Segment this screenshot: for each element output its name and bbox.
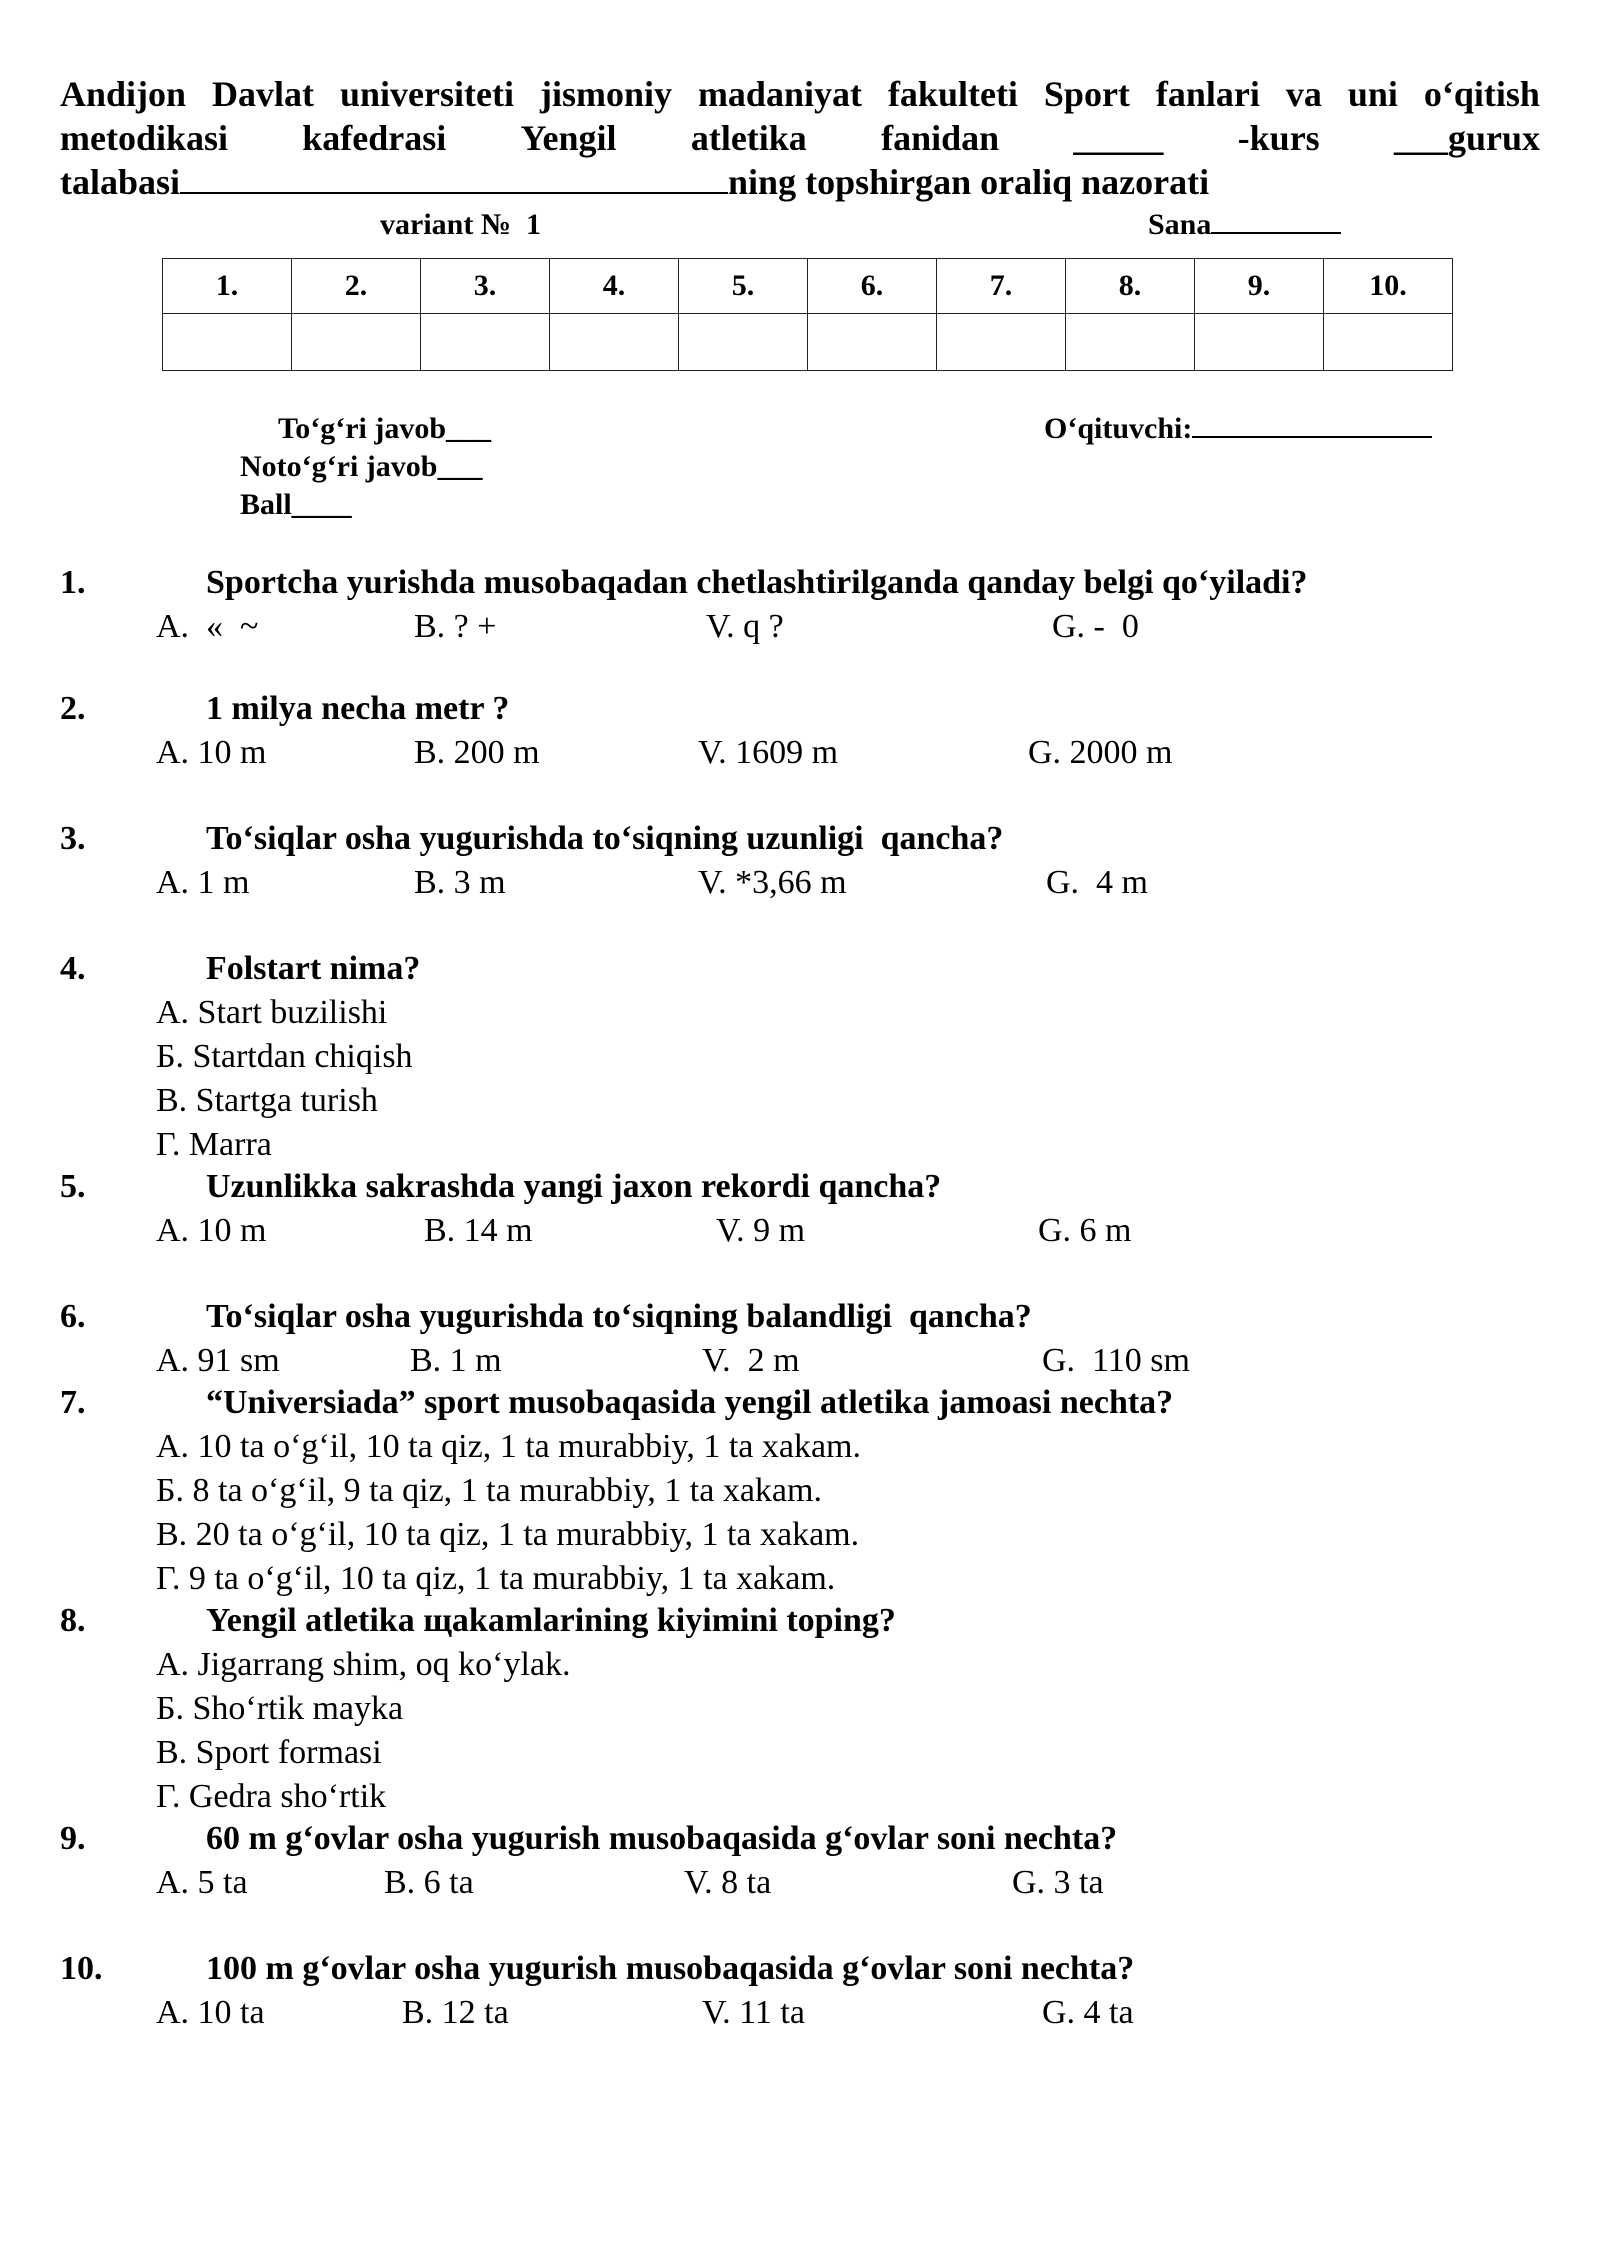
teacher-label: O‘qituvchi:: [1044, 412, 1193, 445]
header-word: o‘qitish: [1423, 74, 1540, 114]
answer-option[interactable]: A. 10 m: [156, 734, 267, 771]
answer-option[interactable]: B. ? +: [414, 608, 497, 645]
answer-option[interactable]: B. 3 m: [414, 864, 506, 901]
header-word: uni: [1347, 74, 1398, 114]
question-text: Sportcha yurishda musobaqadan chetlashtirilganda qanday belgi qo‘yiladi?: [206, 564, 1308, 601]
answer-option[interactable]: V. 1609 m: [698, 734, 839, 771]
answer-header-cell: 5.: [679, 259, 808, 314]
question-text: Uzunlikka sakrashda yangi jaxon rekordi qancha?: [206, 1168, 942, 1205]
answer-option[interactable]: B. 6 ta: [384, 1864, 474, 1901]
answer-cell[interactable]: [1195, 314, 1324, 371]
answer-option[interactable]: B. 20 ta o‘g‘il, 10 ta qiz, 1 ta murabbiy, 1 ta xakam.: [156, 1516, 860, 1553]
incorrect-answers-field: Noto‘g‘ri javob___: [240, 450, 483, 483]
header-line-2: [60, 116, 1540, 160]
header-word: Yengil: [520, 118, 617, 158]
date-field: [1148, 208, 1341, 242]
answer-option[interactable]: G. 2000 m: [1028, 734, 1173, 771]
question-number: 4.: [60, 950, 86, 987]
answer-option[interactable]: G. - 0: [1052, 608, 1139, 645]
answer-option[interactable]: Г. Gedra sho‘rtik: [156, 1778, 387, 1815]
answer-header-cell: 6.: [808, 259, 937, 314]
answer-option[interactable]: A. « ~: [156, 608, 259, 645]
question-number: 3.: [60, 820, 86, 857]
answer-option[interactable]: G. 4 ta: [1042, 1994, 1134, 2031]
answer-header-cell: 7.: [937, 259, 1066, 314]
question-number: 6.: [60, 1298, 86, 1335]
answer-table: [162, 258, 1453, 371]
answer-option[interactable]: A. Start buzilishi: [156, 994, 388, 1031]
answer-option[interactable]: G. 4 m: [1046, 864, 1148, 901]
question-text: “Universiada” sport musobaqasida yengil atletika jamoasi nechta?: [206, 1384, 1174, 1421]
header-word: Andijon: [60, 74, 187, 114]
answer-option[interactable]: V. *3,66 m: [698, 864, 847, 901]
answer-option[interactable]: Б. 8 ta o‘g‘il, 9 ta qiz, 1 ta murabbiy, 1 ta xakam.: [156, 1472, 822, 1509]
answer-option[interactable]: A. 10 ta: [156, 1994, 265, 2031]
answer-header-cell: 9.: [1195, 259, 1324, 314]
answer-cell[interactable]: [1324, 314, 1453, 371]
teacher-field: [1044, 412, 1432, 446]
question-number: 1.: [60, 564, 86, 601]
answer-option[interactable]: B. 14 m: [424, 1212, 533, 1249]
answer-option[interactable]: G. 3 ta: [1012, 1864, 1104, 1901]
answer-option[interactable]: A. 10 m: [156, 1212, 267, 1249]
answer-option[interactable]: A. 10 ta o‘g‘il, 10 ta qiz, 1 ta murabbiy, 1 ta xakam.: [156, 1428, 862, 1465]
answer-table-header-row: [163, 259, 1453, 314]
answer-table-input-row: [163, 314, 1453, 371]
question-text: 1 milya necha metr ?: [206, 690, 510, 727]
answer-option[interactable]: V. 11 ta: [702, 1994, 805, 2031]
answer-header-cell: 1.: [163, 259, 292, 314]
answer-option[interactable]: Г. Marra: [156, 1126, 272, 1163]
date-label: Sana: [1148, 208, 1212, 241]
correct-answers-field: To‘g‘ri javob___: [278, 412, 492, 445]
answer-option[interactable]: V. 9 m: [716, 1212, 806, 1249]
answer-option[interactable]: B. 1 m: [410, 1342, 502, 1379]
answer-header-cell: 4.: [550, 259, 679, 314]
student-name-blank: [180, 162, 728, 194]
header-word: atletika: [690, 118, 807, 158]
answer-cell[interactable]: [679, 314, 808, 371]
answer-option[interactable]: G. 6 m: [1038, 1212, 1132, 1249]
student-label: talabasi: [60, 162, 181, 202]
question-text: 60 m g‘ovlar osha yugurish musobaqasida g‘ovlar soni nechta?: [206, 1820, 1118, 1857]
date-blank: [1211, 208, 1341, 234]
group-blank: ___gurux: [1393, 118, 1540, 158]
question-text: 100 m g‘ovlar osha yugurish musobaqasida g‘ovlar soni nechta?: [206, 1950, 1135, 1987]
answer-option[interactable]: A. Jigarrang shim, oq ko‘ylak.: [156, 1646, 571, 1683]
answer-cell[interactable]: [163, 314, 292, 371]
header-word: metodikasi: [60, 118, 229, 158]
answer-header-cell: 10.: [1324, 259, 1453, 314]
header-word: madaniyat: [697, 74, 862, 114]
variant-label: variant № 1: [380, 208, 541, 241]
answer-cell[interactable]: [937, 314, 1066, 371]
answer-option[interactable]: Г. 9 ta o‘g‘il, 10 ta qiz, 1 ta murabbiy, 1 ta xakam.: [156, 1560, 836, 1597]
course-blank: _____: [1073, 118, 1164, 158]
answer-option[interactable]: Б. Sho‘rtik mayka: [156, 1690, 404, 1727]
header-suffix: ning topshirgan oraliq nazorati: [728, 162, 1210, 202]
question-text: To‘siqlar osha yugurishda to‘siqning balandligi qancha?: [206, 1298, 1032, 1335]
answer-option[interactable]: G. 110 sm: [1042, 1342, 1190, 1379]
question-number: 10.: [60, 1950, 103, 1987]
answer-option[interactable]: B. Sport formasi: [156, 1734, 382, 1771]
header-word: -kurs: [1237, 118, 1320, 158]
answer-option[interactable]: A. 1 m: [156, 864, 250, 901]
header-word: universiteti: [340, 74, 514, 114]
header-word: Sport: [1043, 74, 1130, 114]
question-number: 9.: [60, 1820, 86, 1857]
header-word: fanidan: [881, 118, 1000, 158]
question-text: Folstart nima?: [206, 950, 421, 987]
answer-option[interactable]: B. Startga turish: [156, 1082, 378, 1119]
answer-option[interactable]: Б. Startdan chiqish: [156, 1038, 413, 1075]
answer-cell[interactable]: [550, 314, 679, 371]
question-number: 8.: [60, 1602, 86, 1639]
answer-option[interactable]: V. 2 m: [702, 1342, 800, 1379]
answer-cell[interactable]: [292, 314, 421, 371]
answer-option[interactable]: V. 8 ta: [684, 1864, 772, 1901]
answer-option[interactable]: B. 12 ta: [402, 1994, 509, 2031]
answer-cell[interactable]: [1066, 314, 1195, 371]
header-word: fakulteti: [887, 74, 1018, 114]
question-text: Yengil atletika щakamlarining kiyimini toping?: [206, 1602, 896, 1639]
question-number: 5.: [60, 1168, 86, 1205]
header-line-3: [60, 160, 1540, 204]
answer-header-cell: 2.: [292, 259, 421, 314]
question-text: To‘siqlar osha yugurishda to‘siqning uzunligi qancha?: [206, 820, 1004, 857]
question-number: 2.: [60, 690, 86, 727]
header-word: fanlari: [1155, 74, 1260, 114]
ball-field: Ball____: [240, 488, 352, 521]
answer-header-cell: 3.: [421, 259, 550, 314]
header-word: va: [1285, 74, 1322, 114]
header-word: kafedrasi: [302, 118, 447, 158]
document-header: [60, 72, 1540, 204]
answer-cell[interactable]: [421, 314, 550, 371]
answer-cell[interactable]: [808, 314, 937, 371]
question-number: 7.: [60, 1384, 86, 1421]
answer-option[interactable]: V. q ?: [706, 608, 784, 645]
answer-option[interactable]: B. 200 m: [414, 734, 540, 771]
answer-option[interactable]: A. 5 ta: [156, 1864, 248, 1901]
answer-option[interactable]: A. 91 sm: [156, 1342, 280, 1379]
header-line-1: [60, 72, 1540, 116]
teacher-blank: [1192, 412, 1432, 438]
answer-header-cell: 8.: [1066, 259, 1195, 314]
header-word: jismoniy: [539, 74, 672, 114]
header-word: Davlat: [212, 74, 315, 114]
